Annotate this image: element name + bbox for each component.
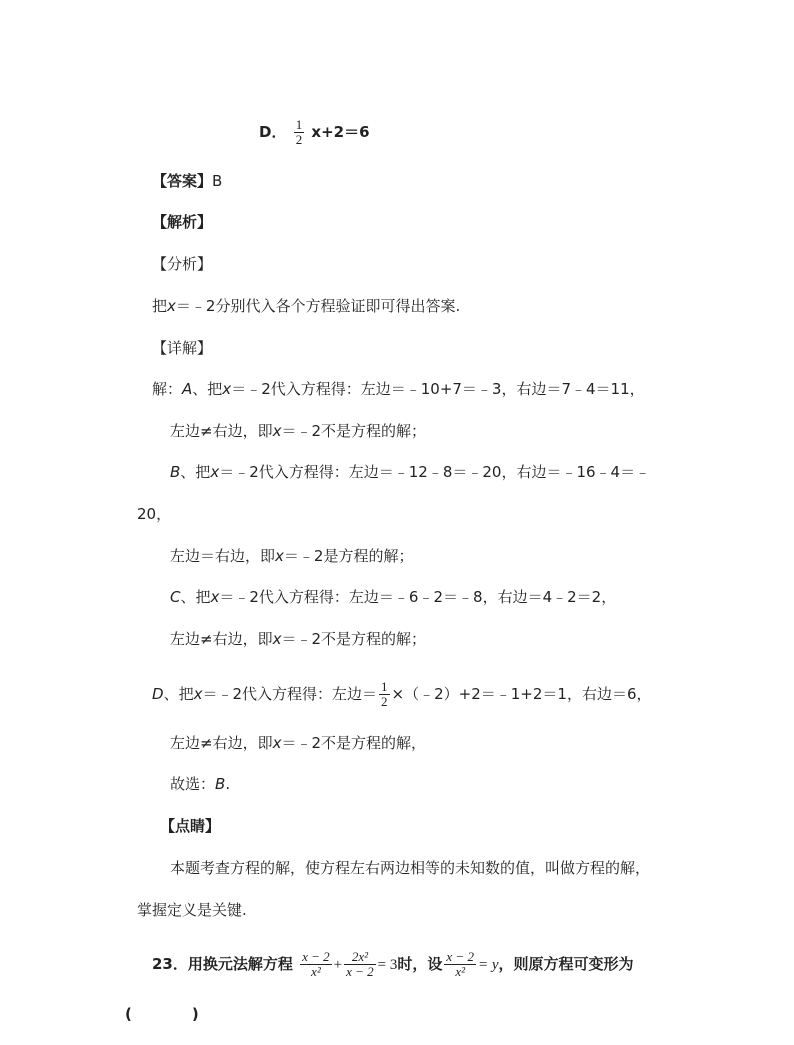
question-23-answer-blank: ( ) bbox=[125, 1005, 199, 1023]
dianjing-tag: 【点睛】 bbox=[160, 817, 221, 835]
dianjing-line2: 掌握定义是关键. bbox=[137, 901, 247, 919]
option-d bbox=[259, 118, 370, 147]
analysis-tag: 【解析】 bbox=[152, 213, 213, 231]
solution-b-line1: B、把x＝﹣2代入方程得：左边＝﹣12﹣8＝﹣20，右边＝﹣16﹣4＝﹣ bbox=[170, 463, 651, 481]
option-d-text: x+2＝6 bbox=[311, 123, 370, 141]
solution-choice: 故选：B. bbox=[170, 775, 231, 793]
fenxi-text: 把x＝﹣2分别代入各个方程验证即可得出答案. bbox=[152, 297, 461, 315]
solution-b-line2: 左边＝右边，即x＝﹣2是方程的解； bbox=[170, 547, 414, 565]
answer-tag: 【答案】 bbox=[152, 172, 213, 190]
xiangjie-tag: 【详解】 bbox=[152, 339, 213, 357]
solution-a-line2: 左边≠右边，即x＝﹣2不是方程的解； bbox=[170, 422, 427, 440]
fraction: $\frac{x - 2}{\text{x²}}$ bbox=[302, 949, 330, 979]
fraction: $\frac{1}{2}$ bbox=[295, 117, 303, 147]
solution-b-line1-wrap: 20， bbox=[137, 505, 172, 523]
option-d-label: D． bbox=[259, 123, 287, 141]
question-23-intro: 23．用换元法解方程 bbox=[152, 955, 293, 973]
solution-a-line1: 解：A、把x＝﹣2代入方程得：左边＝﹣10+7＝﹣3，右边＝7﹣4＝11， bbox=[152, 380, 645, 398]
fraction: $\frac{x - 2}{\text{x²}}$ bbox=[446, 949, 474, 979]
solution-d-line1: D、把x＝﹣2代入方程得：左边＝ $\frac{1}{2}$ ×（﹣2）+2＝﹣1+2＝1，右边＝6， bbox=[152, 679, 652, 709]
solution-c-line1: C、把x＝﹣2代入方程得：左边＝﹣6﹣2＝﹣8，右边＝4﹣2＝2， bbox=[170, 588, 617, 606]
fraction: $\frac{1}{2}$ bbox=[381, 679, 388, 709]
dianjing-line1: 本题考查方程的解，使方程左右两边相等的未知数的值，叫做方程的解， bbox=[170, 859, 651, 877]
solution-c-line2: 左边≠右边，即x＝﹣2不是方程的解； bbox=[170, 630, 427, 648]
solution-d-line2: 左边≠右边，即x＝﹣2不是方程的解， bbox=[170, 734, 427, 752]
fraction: $\frac{\text{2x²}}{x - 2}$ bbox=[346, 949, 374, 979]
answer-line bbox=[152, 171, 222, 191]
answer-value: B bbox=[212, 172, 223, 190]
question-23: 23．用换元法解方程 $\frac{x - 2}{\text{x²}}$ + $\frac{\text{2x²}}{x - 2}$ = 3时，设 $\frac{x - 2}{\text{x²}}$ = y，则原方程可变形为 bbox=[152, 949, 634, 979]
fenxi-tag: 【分析】 bbox=[152, 255, 213, 273]
